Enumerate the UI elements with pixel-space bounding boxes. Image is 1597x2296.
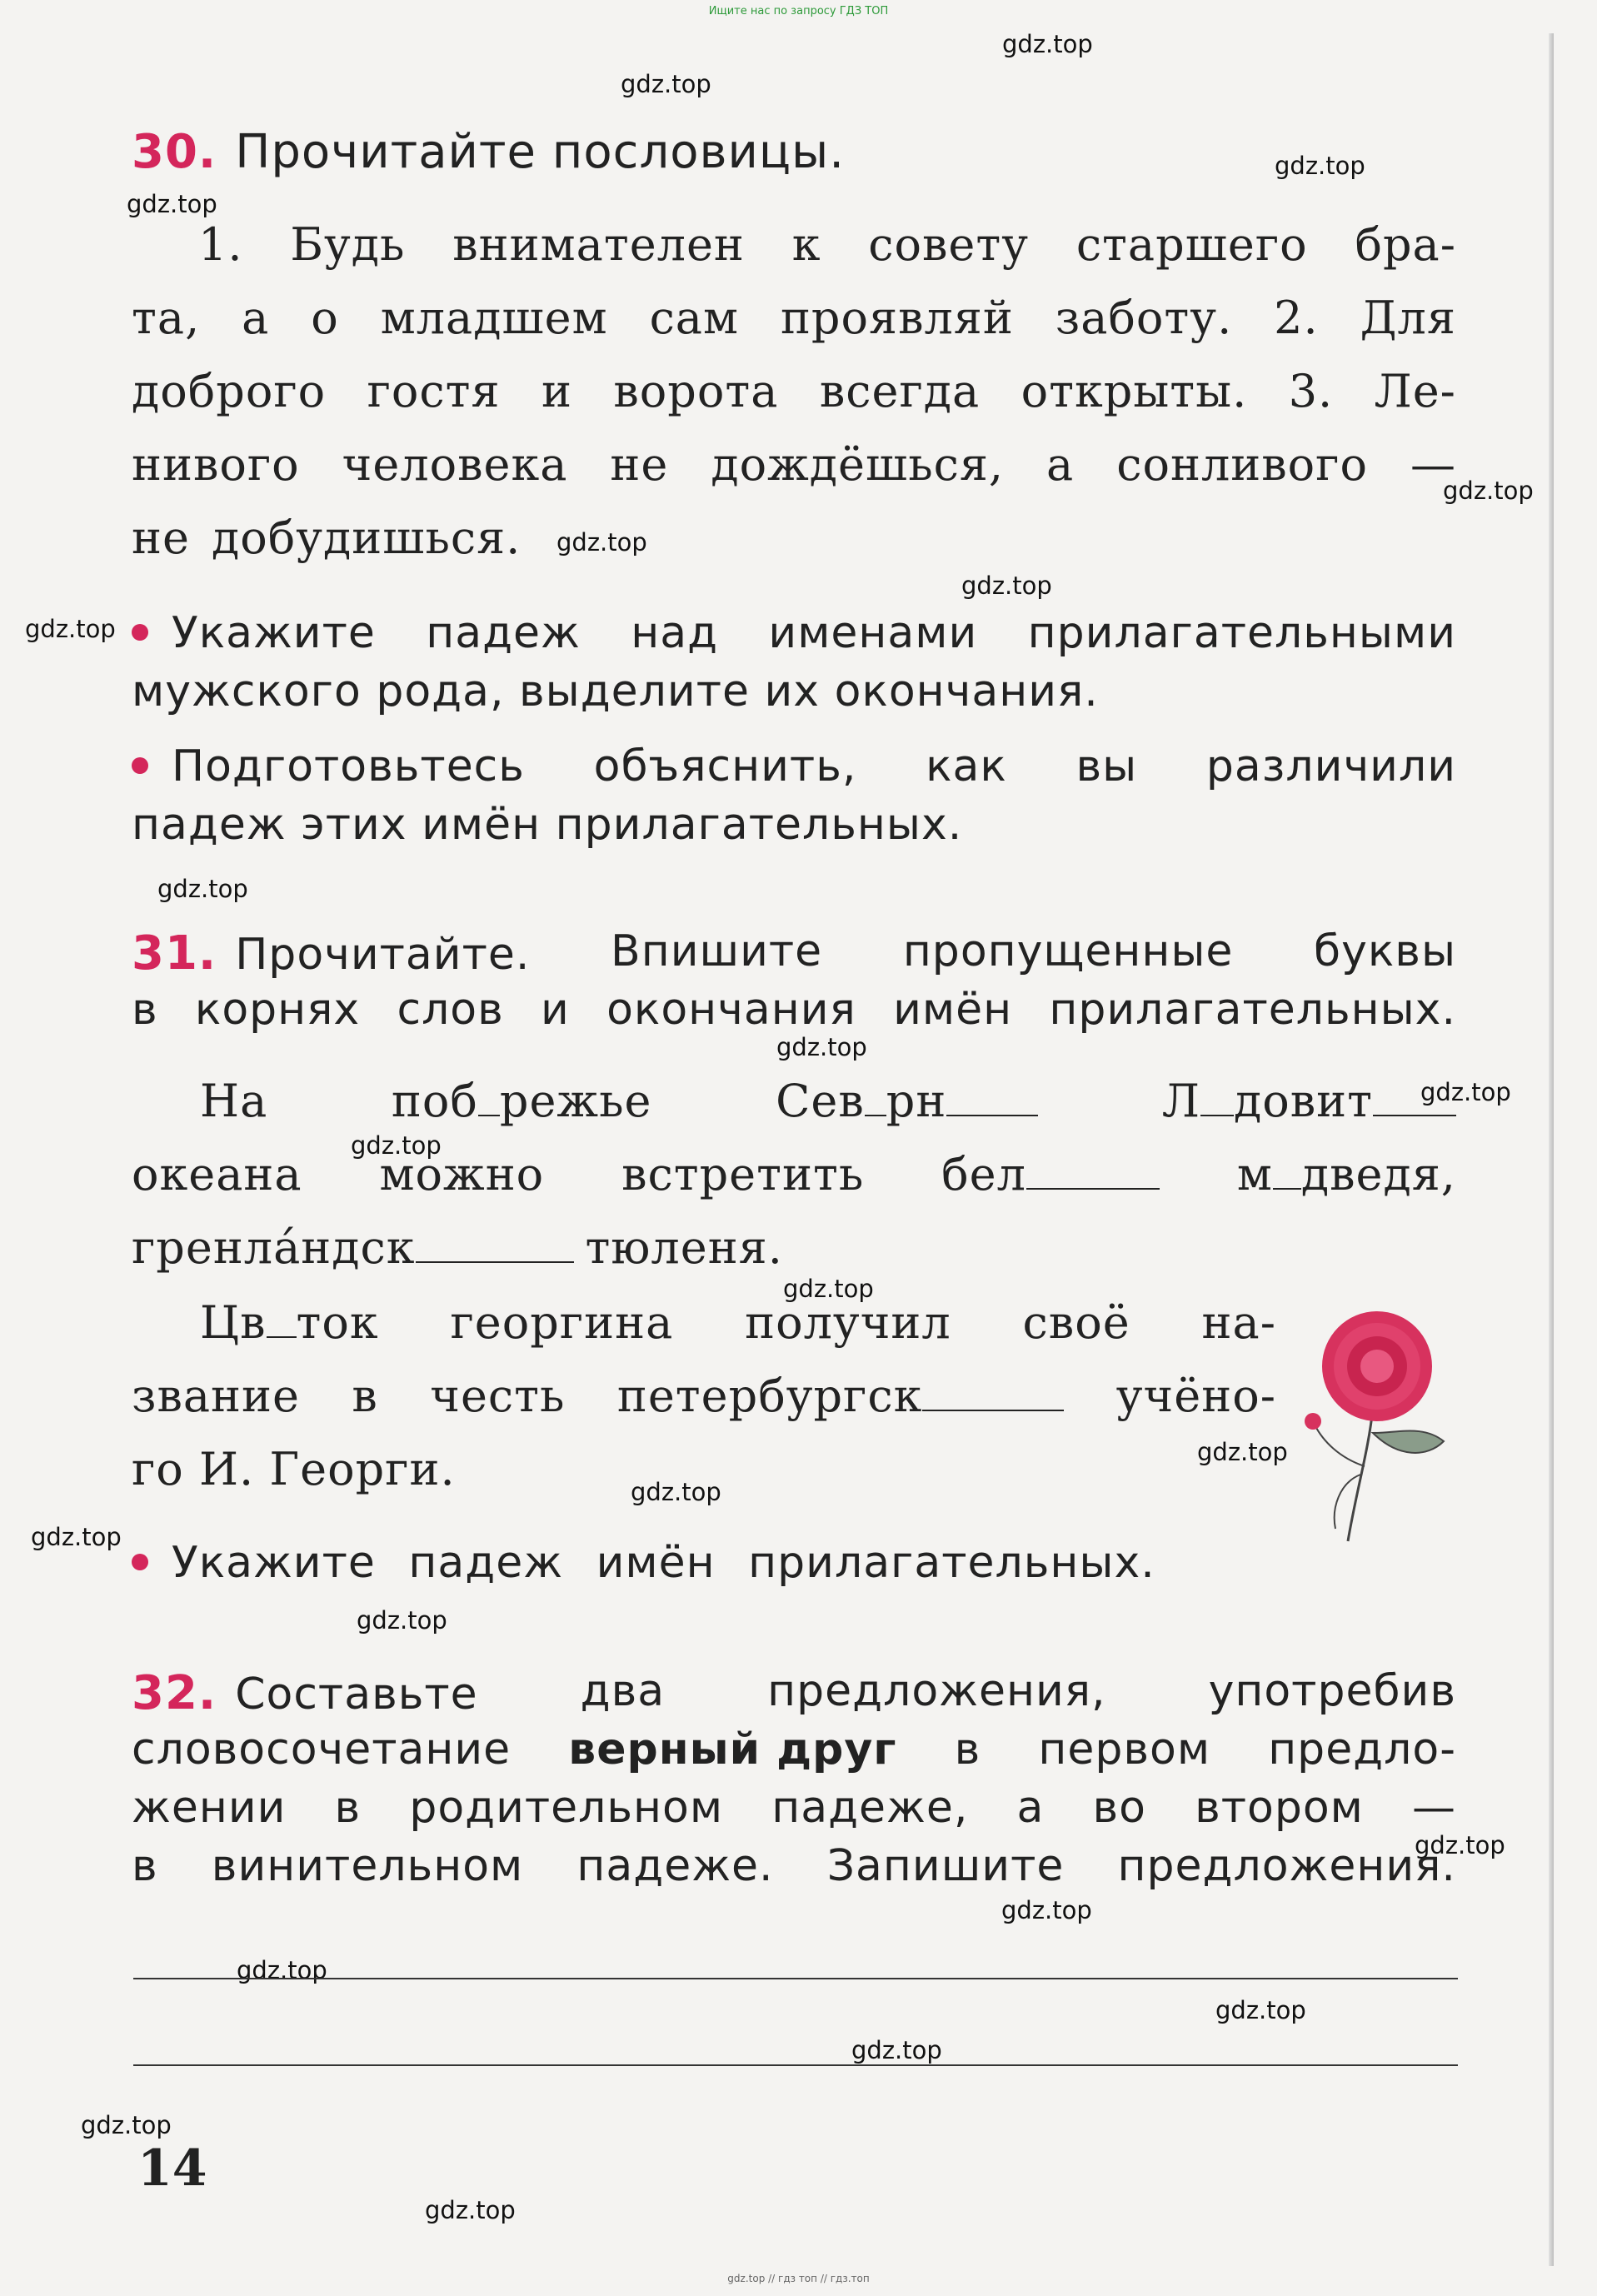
watermark: gdz.top [1002, 30, 1093, 58]
watermark: gdz.top [1215, 1996, 1306, 2024]
ex31-text-1-line-1: На поб режье Сев рн Л довит [200, 1075, 1456, 1127]
ex30-number: 30. [132, 125, 217, 179]
ex32-line-4: в винительном падеже. Запишите предложения. [132, 1841, 1456, 1891]
answer-line[interactable] [133, 2064, 1458, 2066]
watermark: gdz.top [127, 190, 217, 218]
fill-blank[interactable] [478, 1076, 500, 1116]
ex30-text-line-5: не добудишься. [132, 512, 522, 564]
watermark: gdz.top [783, 1275, 874, 1303]
watermark: gdz.top [961, 572, 1052, 600]
ex31-task: Укажите падеж имён прилагательных. [132, 1538, 1456, 1588]
watermark: gdz.top [1275, 152, 1365, 180]
watermark: gdz.top [776, 1033, 867, 1061]
ex31-text-2-line-1: Цв ток георгина получил своё на- [200, 1296, 1276, 1349]
fill-blank[interactable] [946, 1076, 1038, 1116]
bullet-icon [132, 624, 148, 641]
fill-blank[interactable] [1200, 1076, 1234, 1116]
dahlia-illustration [1290, 1300, 1456, 1550]
watermark: gdz.top [1197, 1438, 1288, 1466]
ex31-text-1-line-2: океана можно встретить бел м дведя, [132, 1148, 1456, 1200]
watermark: gdz.top [621, 70, 711, 98]
watermark: gdz.top [851, 2036, 942, 2064]
ex32-number: 32. [132, 1666, 217, 1720]
ex31-text-2-line-3: го И. Георги. [132, 1443, 456, 1495]
ex30-text-line-1: 1. Будь внимателен к совету старшего бра- [198, 218, 1456, 271]
page-edge [1549, 33, 1554, 2266]
ex32-line-1: 32. Составьте два предложения, употребив [132, 1666, 1456, 1720]
ex31-heading-line-2: в корнях слов и окончания имён прилагательных. [132, 985, 1456, 1035]
fill-blank[interactable] [1026, 1150, 1160, 1190]
watermark: gdz.top [631, 1478, 721, 1506]
fill-blank[interactable] [922, 1371, 1064, 1411]
footer-links[interactable]: gdz.top // гдз топ // гдз.топ [727, 2273, 870, 2284]
watermark: gdz.top [237, 1956, 327, 1984]
ex30-task-2-line-2: падеж этих имён прилагательных. [132, 800, 963, 850]
fill-blank[interactable] [1373, 1076, 1456, 1116]
watermark: gdz.top [1443, 477, 1534, 505]
watermark: gdz.top [1415, 1831, 1505, 1859]
page-number: 14 [137, 2139, 207, 2198]
watermark: gdz.top [351, 1131, 442, 1160]
watermark: gdz.top [1001, 1896, 1092, 1924]
fill-blank[interactable] [1273, 1150, 1301, 1190]
fill-blank[interactable] [865, 1076, 886, 1116]
ex30-heading [132, 125, 1456, 179]
ex30-text-line-3: доброго гостя и ворота всегда открыты. 3. Ле- [132, 365, 1456, 417]
ex31-text-1-line-3: гренла́ндск тюленя. [132, 1221, 783, 1274]
watermark: gdz.top [556, 528, 647, 557]
watermark: gdz.top [31, 1523, 122, 1551]
watermark: gdz.top [81, 2111, 172, 2139]
ex31-heading-line-1: 31. Прочитайте. Впишите пропущенные буквы [132, 926, 1456, 981]
watermark: gdz.top [357, 1606, 447, 1635]
ex32-line-2: словосочетание верный друг в первом предло- [132, 1724, 1456, 1774]
answer-line[interactable] [133, 1978, 1458, 1979]
ex30-task-1-line-2: мужского рода, выделите их окончания. [132, 666, 1099, 716]
ex30-task-2-line-1: Подготовьтесь объяснить, как вы различили [132, 741, 1456, 791]
bullet-icon [132, 757, 148, 774]
fill-blank[interactable] [267, 1298, 297, 1338]
ex30-text-line-2: та, а о младшем сам проявляй заботу. 2. Для [132, 292, 1456, 344]
watermark: gdz.top [1420, 1078, 1511, 1106]
fill-blank[interactable] [416, 1223, 574, 1263]
ex30-task-1-line-1: Укажите падеж над именами прилагательными [132, 608, 1456, 658]
ex30-text-line-4: нивого человека не дождёшься, а сонливого — [132, 438, 1456, 491]
ex31-text-2-line-2: звание в честь петербургск учёно- [132, 1370, 1276, 1422]
ex31-number: 31. [132, 926, 217, 981]
bullet-icon [132, 1554, 148, 1570]
watermark: gdz.top [425, 2196, 516, 2224]
search-banner[interactable]: Ищите нас по запросу ГДЗ ТОП [708, 5, 889, 17]
watermark: gdz.top [25, 615, 116, 643]
ex32-line-3: жении в родительном падеже, а во втором — [132, 1783, 1456, 1833]
ex30-title: Прочитайте пословицы. [235, 125, 846, 179]
watermark: gdz.top [157, 875, 248, 903]
